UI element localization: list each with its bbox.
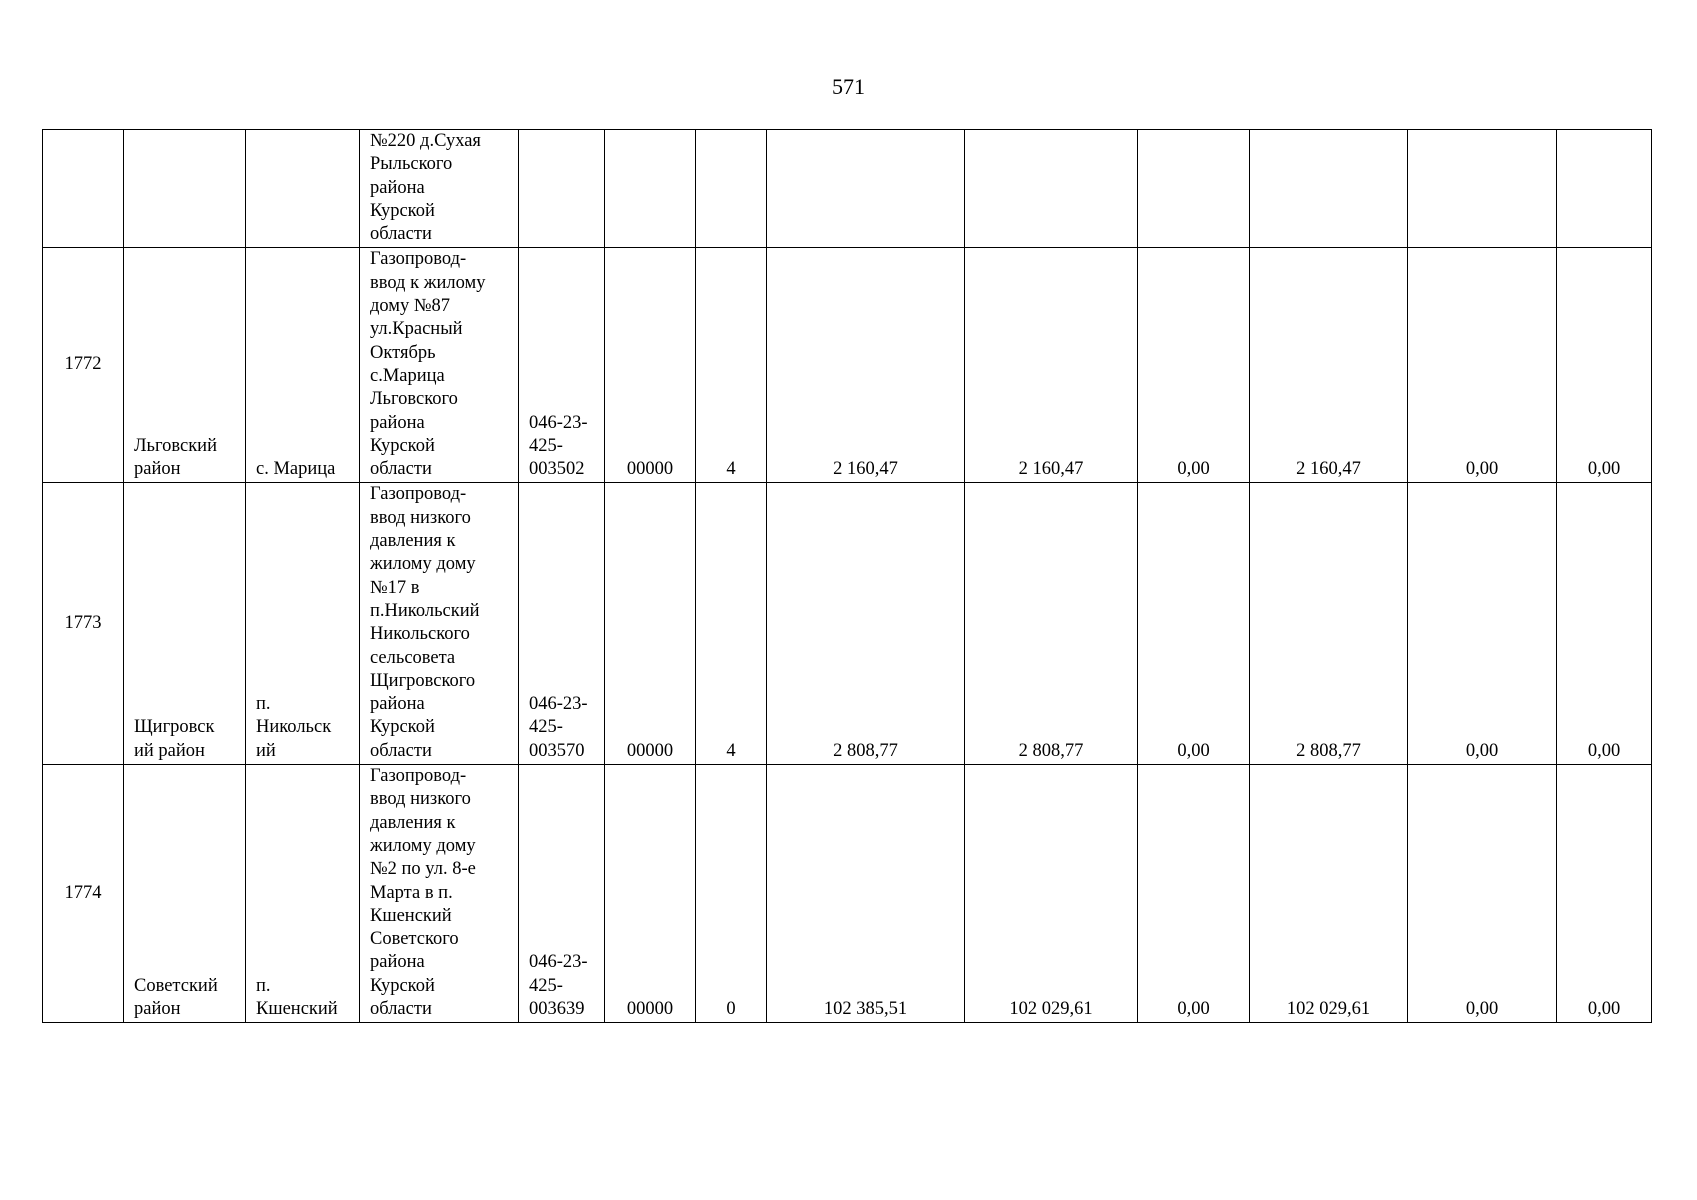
table-row: [43, 765, 1652, 1023]
col7-cell: 4: [696, 483, 767, 765]
object-name-cell: Газопровод- ввод к жилому дому №87 ул.Красный Октябрь с.Марица Льговского района Курской области: [360, 248, 519, 483]
col11-cell: [1250, 130, 1408, 248]
object-name-cell: №220 д.Сухая Рыльского района Курской области: [360, 130, 519, 248]
code-cell: 046-23- 425- 003639: [519, 765, 605, 1023]
col9-cell: 2 808,77: [965, 483, 1138, 765]
col10-cell: 0,00: [1138, 765, 1250, 1023]
col6-cell: 00000: [605, 765, 696, 1023]
col11-cell: 102 029,61: [1250, 765, 1408, 1023]
table-row: [43, 130, 1652, 248]
settlement-cell: [246, 130, 360, 248]
code-cell: 046-23- 425- 003502: [519, 248, 605, 483]
col12-cell: [1408, 130, 1557, 248]
col13-cell: 0,00: [1557, 483, 1652, 765]
object-name-cell: Газопровод- ввод низкого давления к жилому дому №17 в п.Никольский Никольского сельсовета Щигровского района Курской области: [360, 483, 519, 765]
col6-cell: 00000: [605, 483, 696, 765]
col7-cell: [696, 130, 767, 248]
col7-cell: 4: [696, 248, 767, 483]
col6-cell: 00000: [605, 248, 696, 483]
col12-cell: 0,00: [1408, 765, 1557, 1023]
col7-cell: 0: [696, 765, 767, 1023]
col11-cell: 2 160,47: [1250, 248, 1408, 483]
col13-cell: 0,00: [1557, 248, 1652, 483]
col10-cell: 0,00: [1138, 483, 1250, 765]
row-number: [43, 130, 124, 248]
object-name-cell: Газопровод- ввод низкого давления к жилому дому №2 по ул. 8-е Марта в п. Кшенский Советского района Курской области: [360, 765, 519, 1023]
district-cell: Советский район: [124, 765, 246, 1023]
col10-cell: [1138, 130, 1250, 248]
col12-cell: 0,00: [1408, 483, 1557, 765]
col8-cell: 2 808,77: [767, 483, 965, 765]
settlement-cell: с. Марица: [246, 248, 360, 483]
page-number: 571: [832, 74, 865, 99]
code-cell: 046-23- 425- 003570: [519, 483, 605, 765]
settlement-cell: п. Никольск ий: [246, 483, 360, 765]
district-cell: [124, 130, 246, 248]
col8-cell: [767, 130, 965, 248]
row-number: 1774: [43, 765, 124, 1023]
col10-cell: 0,00: [1138, 248, 1250, 483]
col9-cell: 2 160,47: [965, 248, 1138, 483]
settlement-cell: п. Кшенский: [246, 765, 360, 1023]
row-number: 1772: [43, 248, 124, 483]
col8-cell: 102 385,51: [767, 765, 965, 1023]
col13-cell: [1557, 130, 1652, 248]
col8-cell: 2 160,47: [767, 248, 965, 483]
table-row: [43, 483, 1652, 765]
table-row: [43, 248, 1652, 483]
col9-cell: 102 029,61: [965, 765, 1138, 1023]
district-cell: Льговский район: [124, 248, 246, 483]
district-cell: Щигровск ий район: [124, 483, 246, 765]
row-number: 1773: [43, 483, 124, 765]
code-cell: [519, 130, 605, 248]
col9-cell: [965, 130, 1138, 248]
col12-cell: 0,00: [1408, 248, 1557, 483]
register-table: [42, 129, 1652, 1023]
col11-cell: 2 808,77: [1250, 483, 1408, 765]
col13-cell: 0,00: [1557, 765, 1652, 1023]
col6-cell: [605, 130, 696, 248]
